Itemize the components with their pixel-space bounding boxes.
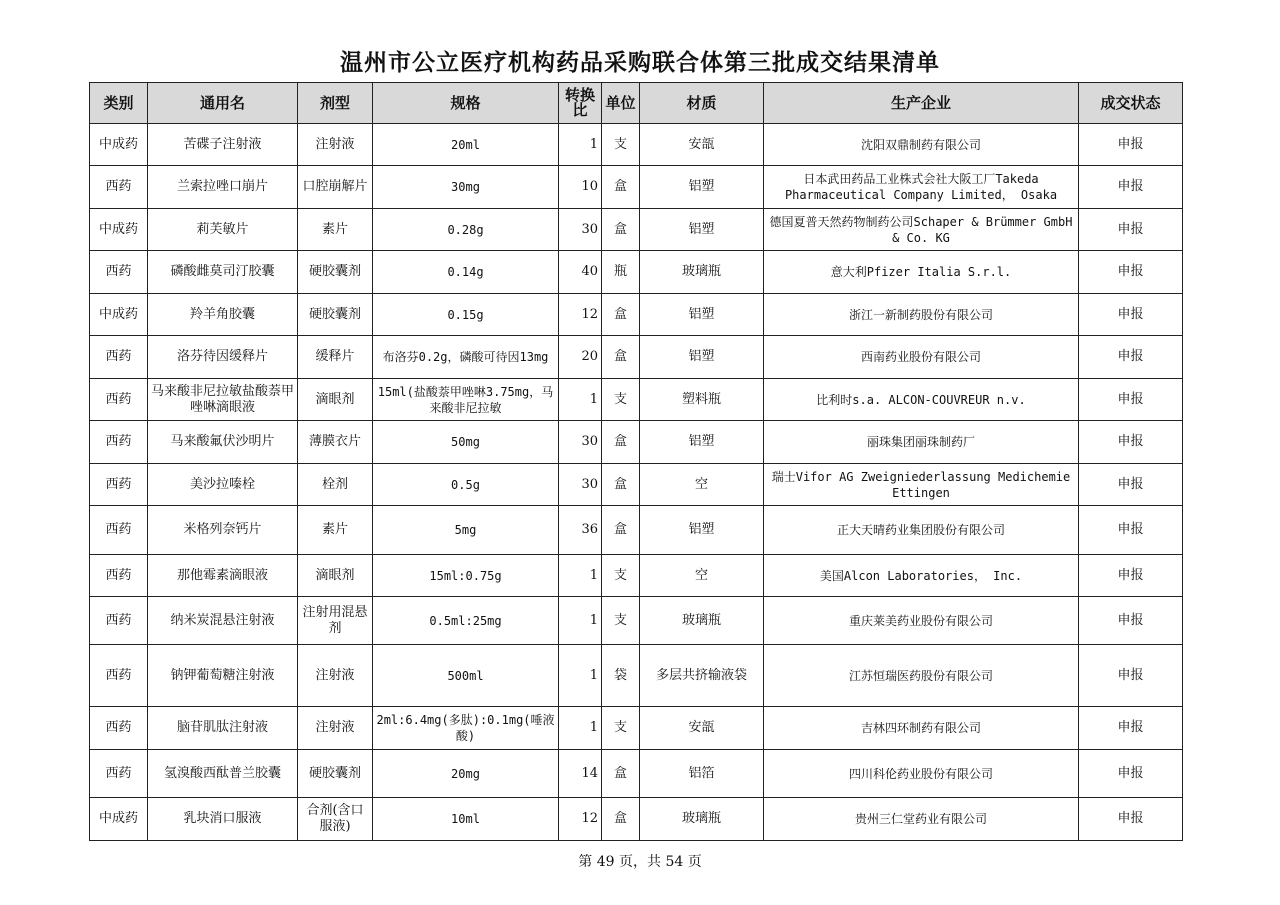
cell-manufacturer: 丽珠集团丽珠制药厂	[764, 421, 1079, 464]
cell-category: 西药	[90, 597, 148, 645]
cell-status: 申报	[1079, 798, 1183, 841]
cell-spec: 10ml	[373, 798, 559, 841]
cell-form: 注射液	[298, 645, 373, 707]
cell-manufacturer: 四川科伦药业股份有限公司	[764, 750, 1079, 798]
col-header-form: 剂型	[298, 83, 373, 124]
cell-material: 铝塑	[640, 506, 764, 555]
cell-spec: 布洛芬0.2g，磷酸可待因13mg	[373, 336, 559, 379]
cell-status: 申报	[1079, 645, 1183, 707]
cell-name: 米格列奈钙片	[148, 506, 298, 555]
cell-unit: 盒	[602, 506, 640, 555]
cell-name: 乳块消口服液	[148, 798, 298, 841]
cell-spec: 20ml	[373, 124, 559, 166]
cell-category: 西药	[90, 555, 148, 597]
cell-category: 西药	[90, 645, 148, 707]
cell-ratio: 1	[559, 707, 602, 750]
table-body	[90, 124, 1183, 841]
cell-form: 缓释片	[298, 336, 373, 379]
cell-category: 西药	[90, 379, 148, 421]
cell-material: 玻璃瓶	[640, 597, 764, 645]
cell-form: 合剂(含口服液)	[298, 798, 373, 841]
cell-form: 素片	[298, 506, 373, 555]
page-title: 温州市公立医疗机构药品采购联合体第三批成交结果清单	[340, 50, 940, 76]
cell-manufacturer: 西南药业股份有限公司	[764, 336, 1079, 379]
cell-manufacturer: 重庆莱美药业股份有限公司	[764, 597, 1079, 645]
cell-status: 申报	[1079, 750, 1183, 798]
cell-status: 申报	[1079, 421, 1183, 464]
cell-category: 西药	[90, 166, 148, 209]
table-row	[90, 506, 1183, 555]
cell-manufacturer: 沈阳双鼎制药有限公司	[764, 124, 1079, 166]
cell-spec: 50mg	[373, 421, 559, 464]
table-row	[90, 645, 1183, 707]
cell-material: 铝塑	[640, 209, 764, 251]
cell-status: 申报	[1079, 506, 1183, 555]
cell-unit: 瓶	[602, 251, 640, 294]
table-row	[90, 379, 1183, 421]
cell-spec: 500ml	[373, 645, 559, 707]
cell-category: 中成药	[90, 798, 148, 841]
cell-unit: 盒	[602, 294, 640, 336]
cell-manufacturer: 比利时s.a. ALCON-COUVREUR n.v.	[764, 379, 1079, 421]
cell-name: 美沙拉嗪栓	[148, 464, 298, 506]
cell-spec: 2ml:6.4mg(多肽):0.1mg(唾液酸)	[373, 707, 559, 750]
cell-ratio: 1	[559, 379, 602, 421]
cell-name: 兰索拉唑口崩片	[148, 166, 298, 209]
table-row	[90, 555, 1183, 597]
cell-material: 玻璃瓶	[640, 251, 764, 294]
cell-spec: 15ml:0.75g	[373, 555, 559, 597]
cell-unit: 盒	[602, 336, 640, 379]
cell-spec: 5mg	[373, 506, 559, 555]
cell-manufacturer: 贵州三仁堂药业有限公司	[764, 798, 1079, 841]
cell-category: 西药	[90, 421, 148, 464]
col-header-unit: 单位	[602, 83, 640, 124]
col-header-status: 成交状态	[1079, 83, 1183, 124]
cell-name: 羚羊角胶囊	[148, 294, 298, 336]
cell-form: 硬胶囊剂	[298, 750, 373, 798]
cell-category: 西药	[90, 464, 148, 506]
cell-category: 中成药	[90, 209, 148, 251]
table-row	[90, 166, 1183, 209]
cell-name: 纳米炭混悬注射液	[148, 597, 298, 645]
cell-name: 苦碟子注射液	[148, 124, 298, 166]
cell-form: 注射液	[298, 707, 373, 750]
cell-name: 氢溴酸西酞普兰胶囊	[148, 750, 298, 798]
cell-spec: 0.5ml:25mg	[373, 597, 559, 645]
cell-manufacturer: 意大利Pfizer Italia S.r.l.	[764, 251, 1079, 294]
cell-status: 申报	[1079, 707, 1183, 750]
cell-category: 中成药	[90, 294, 148, 336]
cell-category: 西药	[90, 750, 148, 798]
cell-name: 马来酸非尼拉敏盐酸萘甲唑啉滴眼液	[148, 379, 298, 421]
cell-ratio: 10	[559, 166, 602, 209]
cell-manufacturer: 江苏恒瑞医药股份有限公司	[764, 645, 1079, 707]
cell-category: 西药	[90, 251, 148, 294]
cell-name: 洛芬待因缓释片	[148, 336, 298, 379]
cell-unit: 支	[602, 555, 640, 597]
cell-unit: 盒	[602, 209, 640, 251]
cell-material: 空	[640, 555, 764, 597]
cell-ratio: 12	[559, 294, 602, 336]
cell-spec: 15ml(盐酸萘甲唑啉3.75mg，马来酸非尼拉敏	[373, 379, 559, 421]
cell-unit: 支	[602, 124, 640, 166]
cell-status: 申报	[1079, 294, 1183, 336]
cell-unit: 袋	[602, 645, 640, 707]
cell-material: 铝箔	[640, 750, 764, 798]
cell-ratio: 30	[559, 209, 602, 251]
cell-status: 申报	[1079, 209, 1183, 251]
cell-spec: 30mg	[373, 166, 559, 209]
col-header-material: 材质	[640, 83, 764, 124]
cell-manufacturer: 吉林四环制药有限公司	[764, 707, 1079, 750]
cell-form: 滴眼剂	[298, 555, 373, 597]
col-header-ratio: 转换比	[559, 83, 602, 124]
cell-category: 中成药	[90, 124, 148, 166]
cell-material: 空	[640, 464, 764, 506]
table-row	[90, 464, 1183, 506]
cell-manufacturer: 瑞士Vifor AG Zweigniederlassung Medichemie Ettingen	[764, 464, 1079, 506]
cell-form: 注射液	[298, 124, 373, 166]
table-header-row	[90, 83, 1183, 124]
col-header-name: 通用名	[148, 83, 298, 124]
cell-unit: 支	[602, 707, 640, 750]
cell-unit: 盒	[602, 798, 640, 841]
cell-spec: 0.28g	[373, 209, 559, 251]
cell-form: 硬胶囊剂	[298, 251, 373, 294]
cell-spec: 20mg	[373, 750, 559, 798]
cell-form: 滴眼剂	[298, 379, 373, 421]
cell-ratio: 1	[559, 124, 602, 166]
cell-name: 那他霉素滴眼液	[148, 555, 298, 597]
cell-material: 塑料瓶	[640, 379, 764, 421]
cell-name: 莉芙敏片	[148, 209, 298, 251]
cell-status: 申报	[1079, 379, 1183, 421]
cell-ratio: 36	[559, 506, 602, 555]
cell-material: 铝塑	[640, 421, 764, 464]
cell-status: 申报	[1079, 464, 1183, 506]
table-row	[90, 750, 1183, 798]
cell-form: 口腔崩解片	[298, 166, 373, 209]
cell-ratio: 12	[559, 798, 602, 841]
table-row	[90, 124, 1183, 166]
cell-form: 栓剂	[298, 464, 373, 506]
cell-material: 铝塑	[640, 166, 764, 209]
results-table	[89, 82, 1183, 841]
cell-ratio: 40	[559, 251, 602, 294]
table-row	[90, 798, 1183, 841]
cell-manufacturer: 日本武田药品工业株式会社大阪工厂Takeda Pharmaceutical Company Limited， Osaka	[764, 166, 1079, 209]
cell-ratio: 30	[559, 421, 602, 464]
cell-ratio: 14	[559, 750, 602, 798]
cell-material: 安瓿	[640, 124, 764, 166]
table-row	[90, 707, 1183, 750]
cell-unit: 盒	[602, 750, 640, 798]
cell-manufacturer: 德国夏普天然药物制药公司Schaper & Brümmer GmbH & Co. KG	[764, 209, 1079, 251]
cell-ratio: 1	[559, 645, 602, 707]
cell-unit: 盒	[602, 421, 640, 464]
col-header-spec: 规格	[373, 83, 559, 124]
cell-category: 西药	[90, 336, 148, 379]
cell-manufacturer: 浙江一新制药股份有限公司	[764, 294, 1079, 336]
cell-manufacturer: 正大天晴药业集团股份有限公司	[764, 506, 1079, 555]
cell-name: 磷酸雌莫司汀胶囊	[148, 251, 298, 294]
table-row	[90, 251, 1183, 294]
cell-manufacturer: 美国Alcon Laboratories， Inc.	[764, 555, 1079, 597]
cell-form: 素片	[298, 209, 373, 251]
cell-status: 申报	[1079, 166, 1183, 209]
cell-status: 申报	[1079, 555, 1183, 597]
table-row	[90, 597, 1183, 645]
cell-ratio: 1	[559, 555, 602, 597]
cell-status: 申报	[1079, 336, 1183, 379]
cell-material: 铝塑	[640, 336, 764, 379]
cell-form: 硬胶囊剂	[298, 294, 373, 336]
cell-name: 脑苷肌肽注射液	[148, 707, 298, 750]
cell-unit: 盒	[602, 464, 640, 506]
cell-unit: 支	[602, 597, 640, 645]
cell-name: 钠钾葡萄糖注射液	[148, 645, 298, 707]
table-row	[90, 421, 1183, 464]
table-row	[90, 209, 1183, 251]
cell-name: 马来酸氟伏沙明片	[148, 421, 298, 464]
cell-material: 铝塑	[640, 294, 764, 336]
cell-status: 申报	[1079, 251, 1183, 294]
cell-form: 薄膜衣片	[298, 421, 373, 464]
cell-form: 注射用混悬剂	[298, 597, 373, 645]
cell-material: 玻璃瓶	[640, 798, 764, 841]
cell-spec: 0.14g	[373, 251, 559, 294]
cell-material: 安瓿	[640, 707, 764, 750]
cell-unit: 盒	[602, 166, 640, 209]
cell-material: 多层共挤输液袋	[640, 645, 764, 707]
cell-spec: 0.5g	[373, 464, 559, 506]
cell-category: 西药	[90, 506, 148, 555]
cell-ratio: 30	[559, 464, 602, 506]
cell-ratio: 1	[559, 597, 602, 645]
cell-ratio: 20	[559, 336, 602, 379]
cell-unit: 支	[602, 379, 640, 421]
cell-category: 西药	[90, 707, 148, 750]
page-footer: 第 49 页，共 54 页	[578, 854, 702, 870]
table-row	[90, 336, 1183, 379]
col-header-manufacturer: 生产企业	[764, 83, 1079, 124]
cell-status: 申报	[1079, 124, 1183, 166]
cell-spec: 0.15g	[373, 294, 559, 336]
table-row	[90, 294, 1183, 336]
cell-status: 申报	[1079, 597, 1183, 645]
col-header-category: 类别	[90, 83, 148, 124]
